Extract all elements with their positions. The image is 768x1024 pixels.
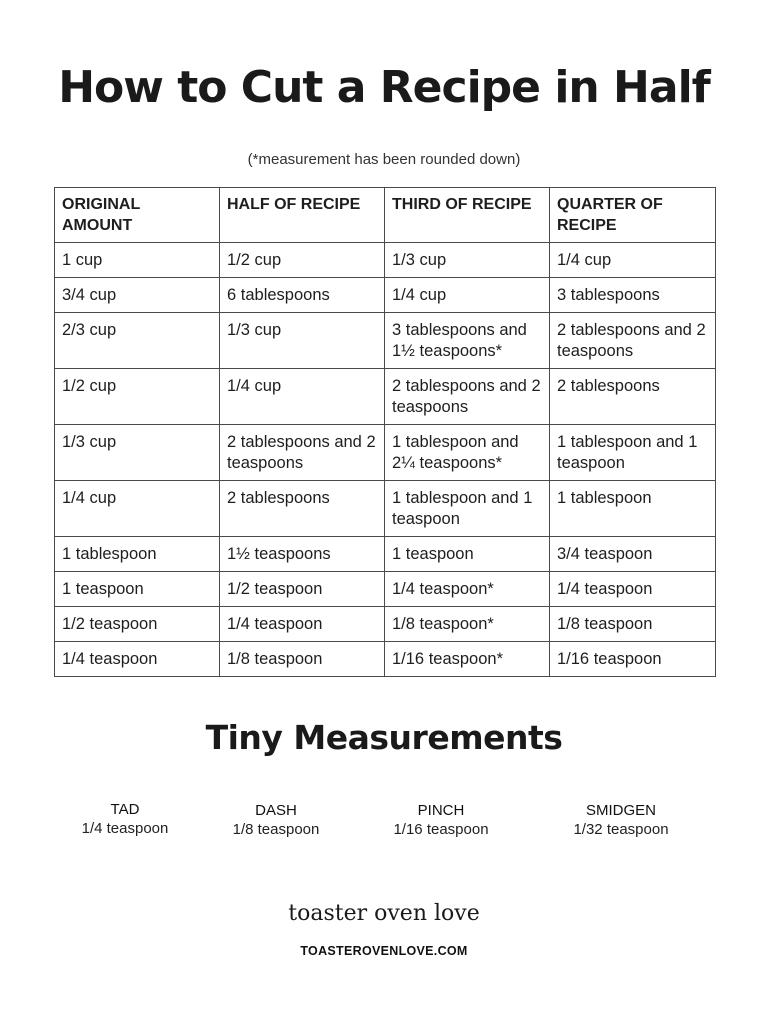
- table-row: [55, 425, 716, 481]
- cell-quarter: 1/4 teaspoon: [550, 572, 716, 607]
- tiny-measure-name: SMIDGEN: [585, 802, 656, 819]
- cell-original: 1/2 teaspoon: [55, 607, 220, 642]
- cell-half: 1/4 teaspoon: [220, 607, 385, 642]
- cell-original: 1/4 teaspoon: [55, 642, 220, 677]
- cell-third: 1/4 teaspoon*: [385, 572, 550, 607]
- cell-third: 1/4 cup: [385, 278, 550, 313]
- cell-quarter: 2 tablespoons and 2 teaspoons: [550, 313, 716, 369]
- tiny-measurements-title: Tiny Measurements: [205, 718, 563, 757]
- cell-half: 1/4 cup: [220, 369, 385, 425]
- tiny-measure-value: 1/32 teaspoon: [573, 821, 669, 838]
- cell-quarter: 2 tablespoons: [550, 369, 716, 425]
- table-row: [55, 369, 716, 425]
- header-half-of-recipe: HALF OF RECIPE: [220, 188, 385, 243]
- cell-third: 1/3 cup: [385, 243, 550, 278]
- cell-half: 1/2 teaspoon: [220, 572, 385, 607]
- cell-third: 1 tablespoon and 1 teaspoon: [385, 481, 550, 537]
- tiny-measure-dash: [196, 802, 356, 840]
- cell-half: 1/8 teaspoon: [220, 642, 385, 677]
- tiny-measure-name: DASH: [255, 802, 297, 819]
- cell-original: 1/3 cup: [55, 425, 220, 481]
- rounding-note: (*measurement has been rounded down): [247, 151, 521, 168]
- table-row: [55, 642, 716, 677]
- cell-half: 2 tablespoons and 2 teaspoons: [220, 425, 385, 481]
- cell-quarter: 1 tablespoon: [550, 481, 716, 537]
- cell-original: 3/4 cup: [55, 278, 220, 313]
- cell-third: 1 tablespoon and 2¼ teaspoons*: [385, 425, 550, 481]
- cell-original: 1 cup: [55, 243, 220, 278]
- tiny-measure-smidgen: [541, 802, 701, 840]
- table-row: [55, 481, 716, 537]
- cell-third: 2 tablespoons and 2 teaspoons: [385, 369, 550, 425]
- cell-original: 1/4 cup: [55, 481, 220, 537]
- table-header-row: [55, 188, 716, 243]
- header-original-amount: ORIGINAL AMOUNT: [55, 188, 220, 243]
- table-row: [55, 607, 716, 642]
- tiny-measure-name: TAD: [110, 801, 140, 818]
- header-third-of-recipe: THIRD OF RECIPE: [385, 188, 550, 243]
- table-row: [55, 278, 716, 313]
- cell-third: 1/8 teaspoon*: [385, 607, 550, 642]
- table-row: [55, 313, 716, 369]
- table-row: [55, 572, 716, 607]
- cell-third: 1/16 teaspoon*: [385, 642, 550, 677]
- cell-original: 1 tablespoon: [55, 537, 220, 572]
- table-row: [55, 243, 716, 278]
- tiny-measure-tad: [45, 801, 205, 839]
- cell-half: 6 tablespoons: [220, 278, 385, 313]
- tiny-measure-value: 1/8 teaspoon: [232, 821, 320, 838]
- cell-original: 2/3 cup: [55, 313, 220, 369]
- header-quarter-of-recipe: QUARTER OF RECIPE: [550, 188, 716, 243]
- cell-quarter: 1/4 cup: [550, 243, 716, 278]
- cell-third: 3 tablespoons and 1½ teaspoons*: [385, 313, 550, 369]
- tiny-measure-value: 1/4 teaspoon: [81, 820, 169, 837]
- cell-quarter: 3/4 teaspoon: [550, 537, 716, 572]
- cell-quarter: 1/16 teaspoon: [550, 642, 716, 677]
- cell-quarter: 1 tablespoon and 1 teaspoon: [550, 425, 716, 481]
- brand-logo-text: toaster oven love: [288, 901, 480, 926]
- website-url: TOASTEROVENLOVE.COM: [300, 944, 468, 958]
- tiny-measure-pinch: [361, 802, 521, 840]
- cell-half: 1/3 cup: [220, 313, 385, 369]
- tiny-measure-value: 1/16 teaspoon: [393, 821, 489, 838]
- cell-original: 1/2 cup: [55, 369, 220, 425]
- cell-half: 2 tablespoons: [220, 481, 385, 537]
- page-title: How to Cut a Recipe in Half: [58, 62, 710, 113]
- cell-half: 1½ teaspoons: [220, 537, 385, 572]
- cell-third: 1 teaspoon: [385, 537, 550, 572]
- cell-original: 1 teaspoon: [55, 572, 220, 607]
- cell-half: 1/2 cup: [220, 243, 385, 278]
- cell-quarter: 3 tablespoons: [550, 278, 716, 313]
- tiny-measure-name: PINCH: [417, 802, 465, 819]
- table-row: [55, 537, 716, 572]
- cell-quarter: 1/8 teaspoon: [550, 607, 716, 642]
- conversion-table: [54, 187, 716, 677]
